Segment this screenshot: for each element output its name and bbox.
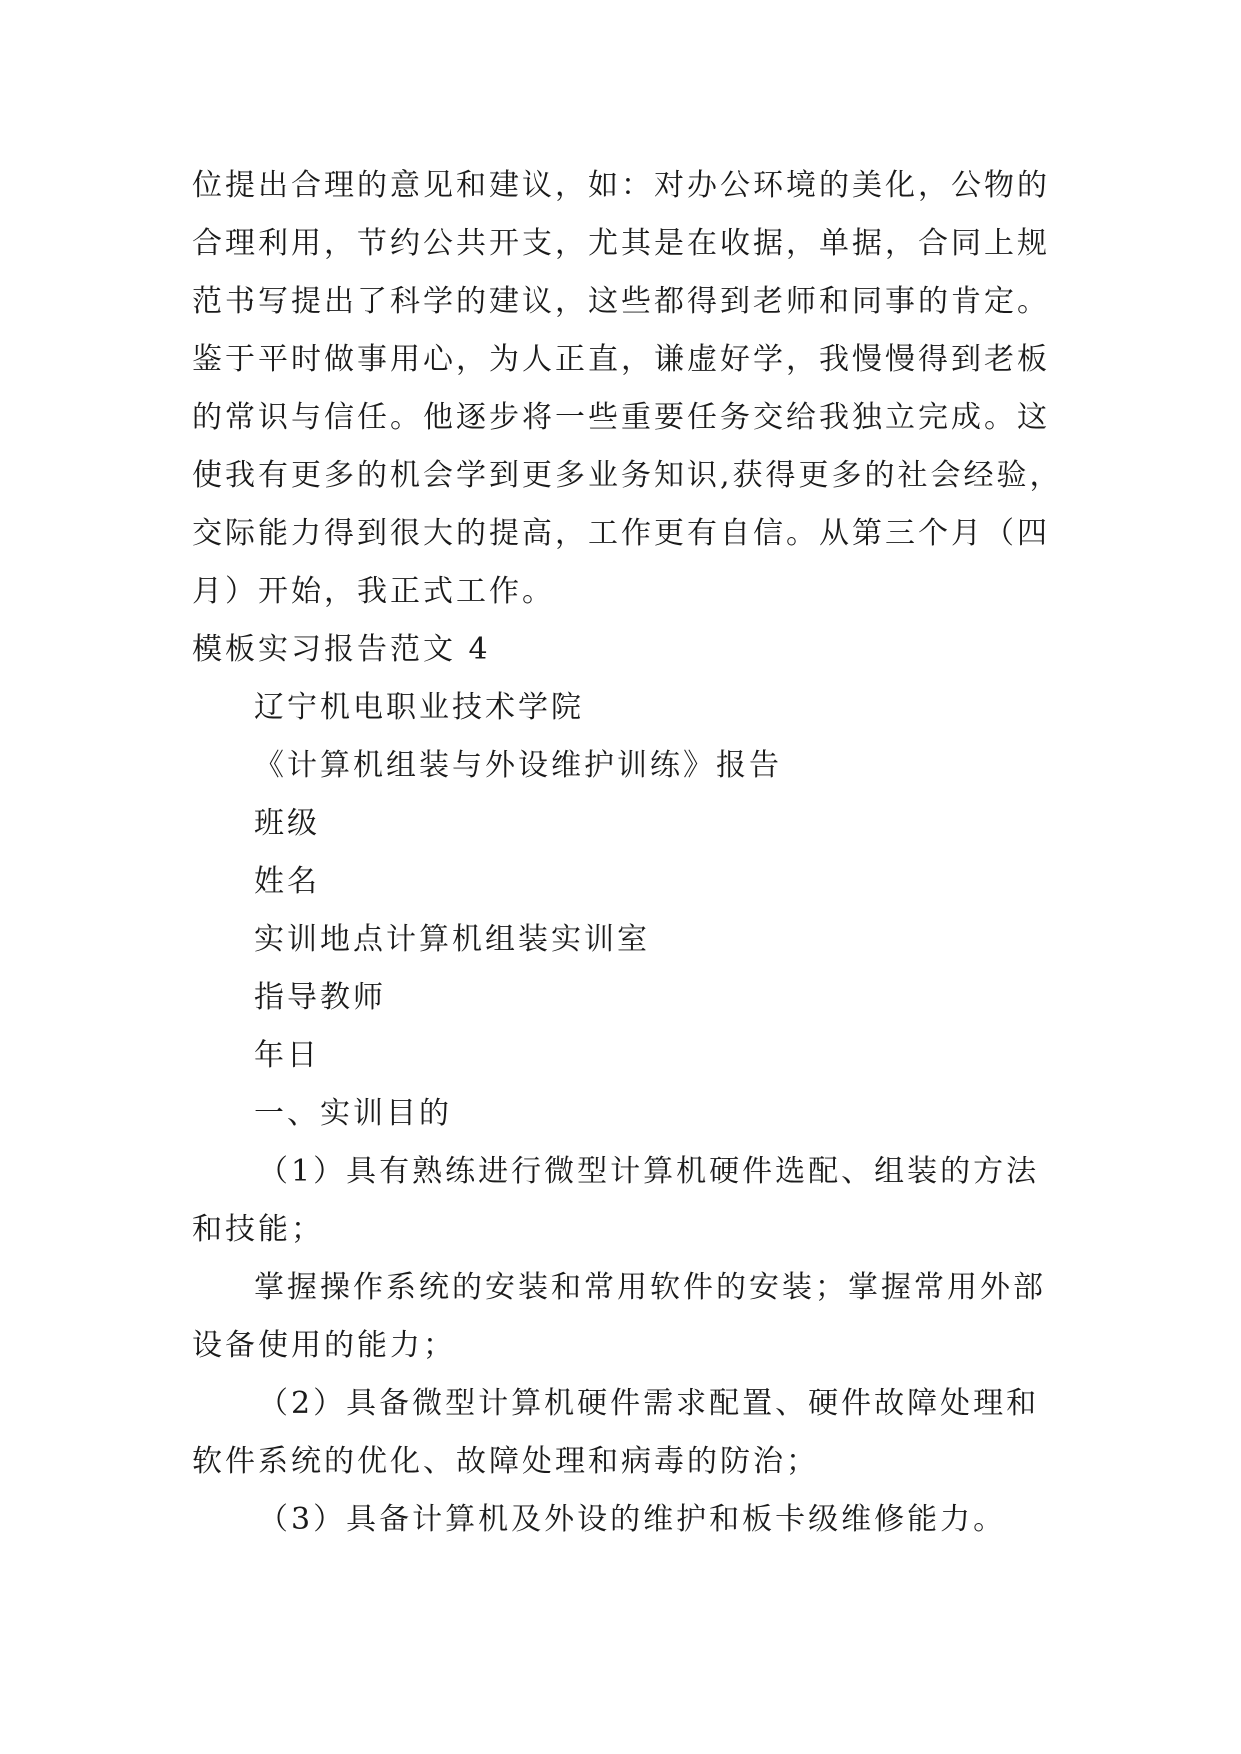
body-line: 位提出合理的意见和建议，如：对办公环境的美化，公物的 [192, 168, 1050, 203]
body-line: 的常识与信任。他逐步将一些重要任务交给我独立完成。这 [192, 400, 1050, 435]
section-heading: 模板实习报告范文 4 [192, 632, 491, 667]
body-line: 和技能； [192, 1212, 324, 1247]
body-line: 使我有更多的机会学到更多业务知识,获得更多的社会经验， [192, 458, 1063, 493]
body-line: 鉴于平时做事用心，为人正直，谦虚好学，我慢慢得到老板 [192, 342, 1050, 377]
objective-item: （3）具备计算机及外设的维护和板卡级维修能力。 [258, 1502, 1007, 1537]
body-line: 设备使用的能力； [192, 1328, 456, 1363]
objective-heading: 一、实训目的 [254, 1096, 452, 1131]
date-field: 年日 [254, 1038, 320, 1073]
objective-item: （2）具备微型计算机硬件需求配置、硬件故障处理和 [258, 1386, 1040, 1421]
body-line: 合理利用，节约公共开支，尤其是在收据，单据，合同上规 [192, 226, 1050, 261]
body-line: 软件系统的优化、故障处理和病毒的防治； [192, 1444, 819, 1479]
name-field: 姓名 [254, 864, 320, 899]
class-field: 班级 [254, 806, 320, 841]
school-name: 辽宁机电职业技术学院 [254, 690, 584, 725]
objective-item: （1）具有熟练进行微型计算机硬件选配、组装的方法 [258, 1154, 1040, 1189]
body-line: 掌握操作系统的安装和常用软件的安装；掌握常用外部 [254, 1270, 1046, 1305]
body-line: 范书写提出了科学的建议，这些都得到老师和同事的肯定。 [192, 284, 1050, 319]
report-title: 《计算机组装与外设维护训练》报告 [254, 748, 782, 783]
teacher-field: 指导教师 [254, 980, 386, 1015]
location-field: 实训地点计算机组装实训室 [254, 922, 650, 957]
body-line: 月）开始，我正式工作。 [192, 574, 555, 609]
body-line: 交际能力得到很大的提高，工作更有自信。从第三个月（四 [192, 516, 1050, 551]
